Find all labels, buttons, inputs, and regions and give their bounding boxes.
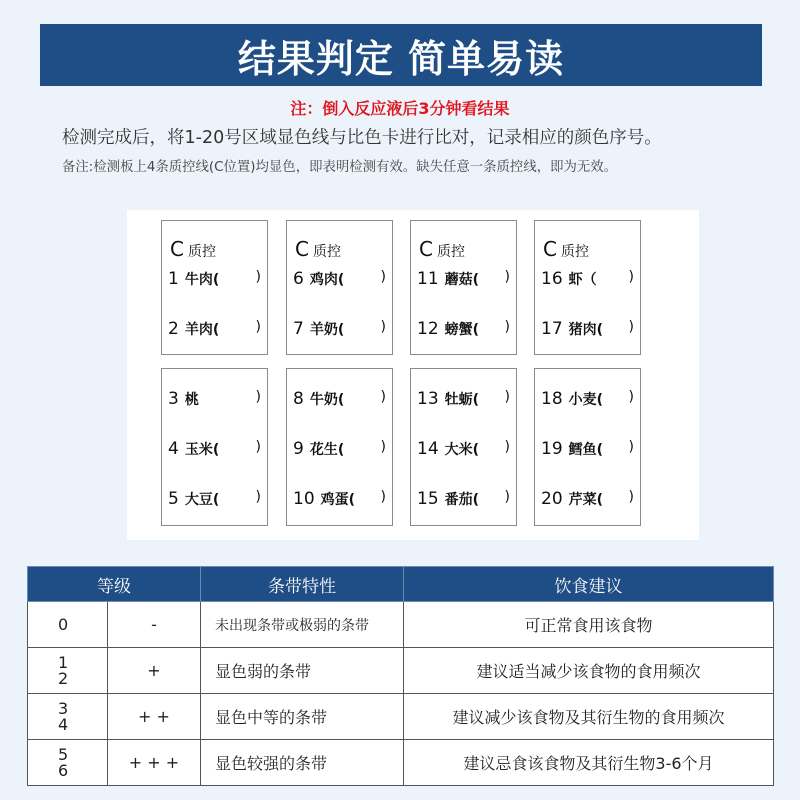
food-name: 鸡蛋( <box>320 492 356 508</box>
food-name: 小麦( <box>568 392 604 408</box>
grade-levels <box>28 694 108 740</box>
result-blank-close: ) <box>504 269 510 285</box>
food-test-item <box>541 389 634 409</box>
food-number: 12 <box>417 319 439 339</box>
diet-advice: 建议适当减少该食物的食用频次 <box>404 648 774 694</box>
food-test-item <box>168 269 261 289</box>
food-name: 花生( <box>309 442 345 458</box>
result-blank-close: ) <box>628 439 634 455</box>
diet-advice: 可正常食用该食物 <box>404 602 774 648</box>
control-line-label <box>170 237 216 261</box>
food-test-item <box>293 489 386 509</box>
page-title-banner <box>40 24 762 86</box>
food-number: 2 <box>168 319 179 339</box>
result-blank-close: ) <box>380 269 386 285</box>
grade-level-value: 5 <box>58 744 69 764</box>
food-number: 19 <box>541 439 563 459</box>
grade-level-value: 3 <box>58 698 69 718</box>
food-test-item <box>541 319 634 339</box>
food-name: 羊奶( <box>309 322 345 338</box>
control-text: 质控 <box>436 244 465 260</box>
food-test-item <box>541 269 634 289</box>
legend-row <box>28 648 774 694</box>
food-name: 桃 <box>184 392 199 408</box>
control-letter: C <box>295 237 309 261</box>
control-text: 质控 <box>560 244 589 260</box>
result-blank-close: ) <box>380 319 386 335</box>
result-blank-close: ) <box>255 319 261 335</box>
food-number: 18 <box>541 389 563 409</box>
band-characteristic: 未出现条带或极弱的条带 <box>201 602 404 648</box>
food-test-item <box>293 389 386 409</box>
food-test-item <box>293 439 386 459</box>
result-blank-close: ) <box>255 439 261 455</box>
header-band: 条带特性 <box>201 567 404 602</box>
test-box-top <box>161 220 268 355</box>
food-number: 10 <box>293 489 315 509</box>
food-name: 芹菜( <box>568 492 604 508</box>
food-number: 20 <box>541 489 563 509</box>
test-board-panel <box>127 210 699 540</box>
food-test-item <box>168 319 261 339</box>
grade-level-value: 0 <box>58 614 69 634</box>
food-name: 鳕鱼( <box>568 442 604 458</box>
food-name: 大豆( <box>184 492 220 508</box>
result-blank-close: ) <box>380 489 386 505</box>
food-number: 3 <box>168 389 179 409</box>
result-blank-close: ) <box>255 269 261 285</box>
header-advice: 饮食建议 <box>404 567 774 602</box>
band-characteristic: 显色中等的条带 <box>201 694 404 740</box>
food-name: 大米( <box>444 442 480 458</box>
test-box-bottom <box>534 368 641 526</box>
result-blank-close: ) <box>628 269 634 285</box>
food-number: 9 <box>293 439 304 459</box>
food-test-item <box>417 389 510 409</box>
grade-symbol: + + + <box>108 740 201 786</box>
food-name: 牛奶( <box>309 392 345 408</box>
control-letter: C <box>419 237 433 261</box>
food-number: 1 <box>168 269 179 289</box>
result-blank-close: ) <box>380 439 386 455</box>
grade-levels <box>28 602 108 648</box>
band-characteristic: 显色较强的条带 <box>201 740 404 786</box>
test-box-top <box>410 220 517 355</box>
grade-level-value: 1 <box>58 652 69 672</box>
header-grade: 等级 <box>28 567 201 602</box>
result-blank-close: ) <box>380 389 386 405</box>
test-box-bottom <box>161 368 268 526</box>
food-name: 牡蛎( <box>444 392 480 408</box>
remark-text: 备注:检测板上4条质控线(C位置)均显色，即表明检测有效。缺失任意一条质控线，即为无效。 <box>62 160 618 175</box>
grade-legend-table <box>27 566 774 786</box>
food-number: 4 <box>168 439 179 459</box>
food-test-item <box>417 319 510 339</box>
food-name: 虾（ <box>568 272 597 288</box>
test-box-bottom <box>286 368 393 526</box>
grade-level-value: 4 <box>58 714 69 734</box>
legend-row <box>28 740 774 786</box>
result-blank-close: ) <box>504 439 510 455</box>
legend-row <box>28 602 774 648</box>
grade-levels <box>28 740 108 786</box>
test-box-bottom <box>410 368 517 526</box>
grade-symbol: + <box>108 648 201 694</box>
food-test-item <box>541 489 634 509</box>
food-name: 玉米( <box>184 442 220 458</box>
food-name: 牛肉( <box>184 272 220 288</box>
food-number: 13 <box>417 389 439 409</box>
band-characteristic: 显色弱的条带 <box>201 648 404 694</box>
food-test-item <box>417 489 510 509</box>
food-number: 8 <box>293 389 304 409</box>
food-number: 14 <box>417 439 439 459</box>
food-test-item <box>293 319 386 339</box>
food-test-item <box>293 269 386 289</box>
result-blank-close: ) <box>255 489 261 505</box>
result-blank-close: ) <box>504 319 510 335</box>
food-number: 6 <box>293 269 304 289</box>
food-test-item <box>541 439 634 459</box>
grade-symbol: + + <box>108 694 201 740</box>
food-test-item <box>417 439 510 459</box>
food-name: 螃蟹( <box>444 322 480 338</box>
page-title: 结果判定 简单易读 <box>237 36 565 81</box>
grade-level-value: 2 <box>58 668 69 688</box>
control-line-label <box>295 237 341 261</box>
diet-advice: 建议减少该食物及其衍生物的食用频次 <box>404 694 774 740</box>
food-test-item <box>168 489 261 509</box>
food-number: 5 <box>168 489 179 509</box>
result-blank-close: ) <box>628 319 634 335</box>
food-number: 11 <box>417 269 439 289</box>
result-blank-close: ) <box>255 389 261 405</box>
grade-levels <box>28 648 108 694</box>
result-blank-close: ) <box>504 389 510 405</box>
food-number: 16 <box>541 269 563 289</box>
food-test-item <box>168 439 261 459</box>
food-name: 羊肉( <box>184 322 220 338</box>
control-text: 质控 <box>312 244 341 260</box>
result-blank-close: ) <box>628 389 634 405</box>
test-box-top <box>286 220 393 355</box>
grade-symbol: - <box>108 602 201 648</box>
food-number: 7 <box>293 319 304 339</box>
legend-row <box>28 694 774 740</box>
food-name: 猪肉( <box>568 322 604 338</box>
diet-advice: 建议忌食该食物及其衍生物3-6个月 <box>404 740 774 786</box>
food-test-item <box>417 269 510 289</box>
control-line-label <box>543 237 589 261</box>
control-letter: C <box>170 237 184 261</box>
timing-note: 注：倒入反应液后3分钟看结果 <box>290 99 510 118</box>
control-text: 质控 <box>187 244 216 260</box>
legend-header-row <box>28 567 774 602</box>
result-blank-close: ) <box>504 489 510 505</box>
grade-level-value: 6 <box>58 760 69 780</box>
food-name: 蘑菇( <box>444 272 480 288</box>
result-blank-close: ) <box>628 489 634 505</box>
food-number: 15 <box>417 489 439 509</box>
food-number: 17 <box>541 319 563 339</box>
control-letter: C <box>543 237 557 261</box>
test-box-top <box>534 220 641 355</box>
food-test-item <box>168 389 261 409</box>
control-line-label <box>419 237 465 261</box>
food-name: 番茄( <box>444 492 480 508</box>
food-name: 鸡肉( <box>309 272 345 288</box>
instruction-text: 检测完成后，将1-20号区域显色线与比色卡进行比对，记录相应的颜色序号。 <box>62 128 662 148</box>
